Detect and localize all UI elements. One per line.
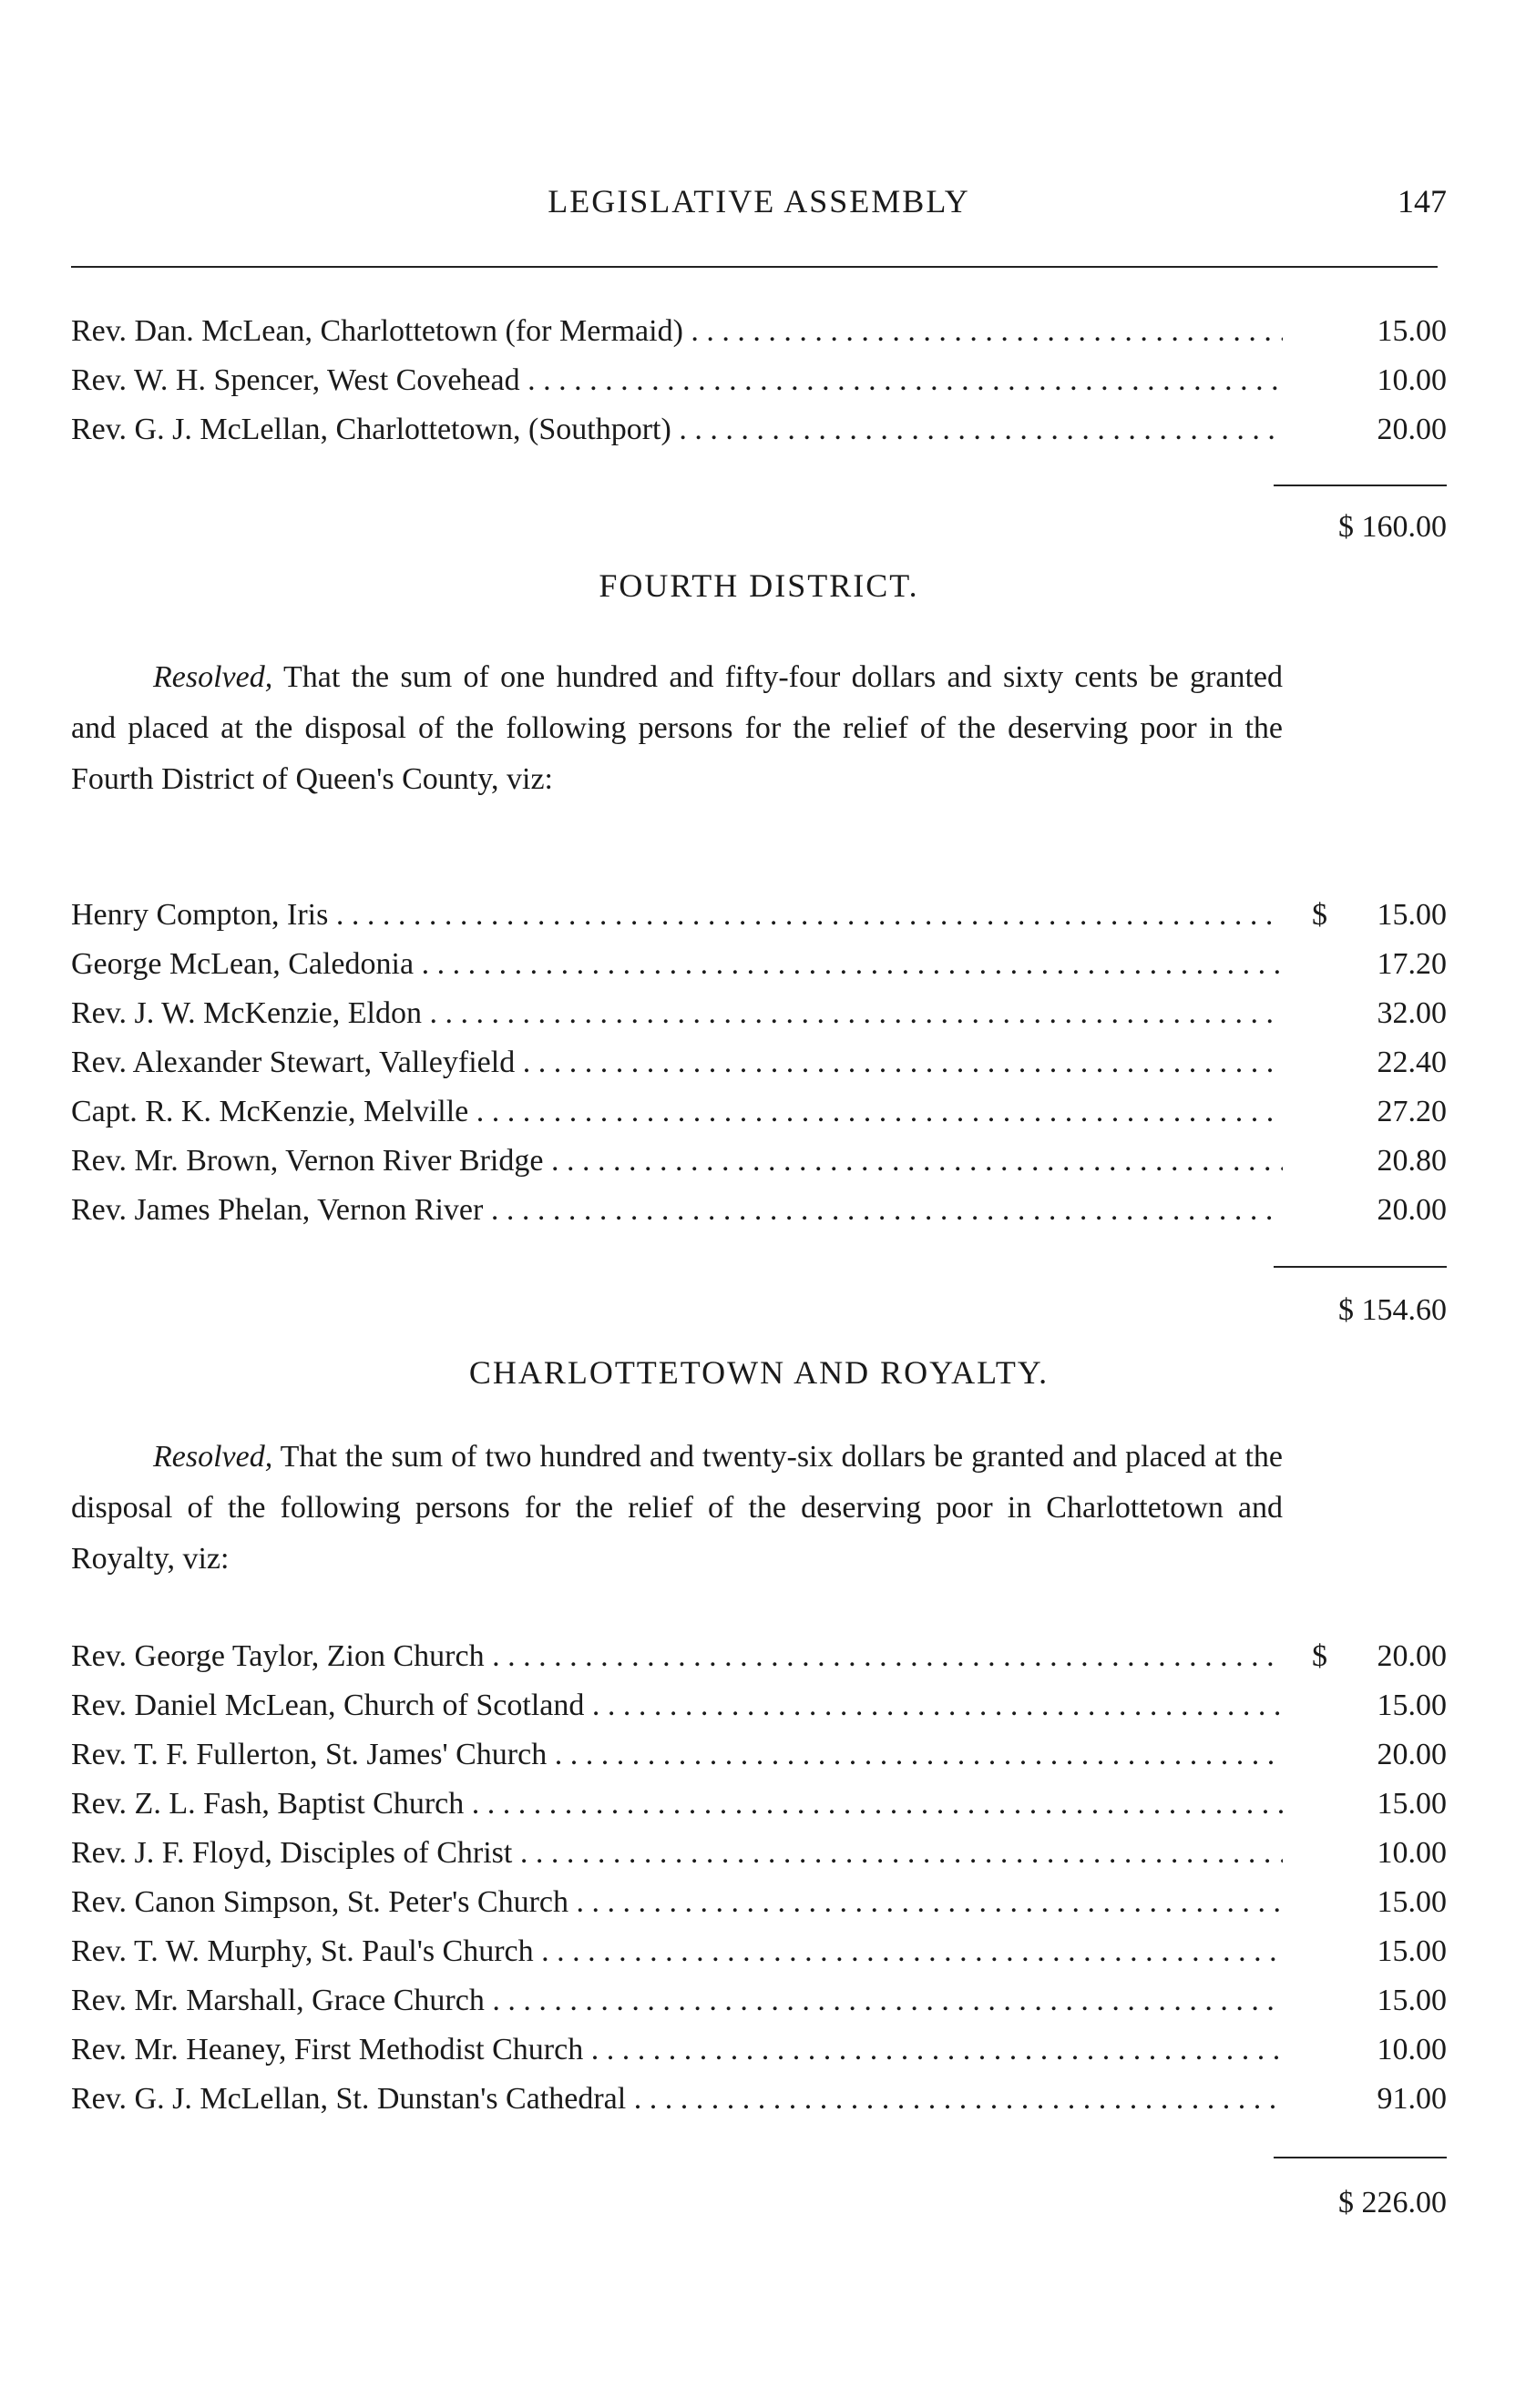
entry-name: Rev. Canon Simpson, St. Peter's Church . . . — [71, 1878, 1283, 1927]
resolution-paragraph — [71, 1432, 1283, 1585]
list-item — [71, 1087, 1447, 1137]
running-head — [71, 182, 1447, 237]
list-item — [71, 1137, 1447, 1186]
entry-amount: 15.00 — [1377, 314, 1447, 348]
list-item — [71, 1780, 1447, 1829]
resolved-word: Resolved, — [153, 660, 273, 694]
entry-amount: 20.00 — [1377, 1193, 1447, 1227]
list-item — [71, 1976, 1447, 2025]
entry-amount: 10.00 — [1377, 363, 1447, 397]
entry-amount: 15.00 — [1377, 898, 1447, 932]
entry-name: Rev. Dan. McLean, Charlottetown (for Mermaid) . . . — [71, 307, 1283, 356]
entry-dollar: $ — [1312, 898, 1327, 932]
entry-name: Rev. Z. L. Fash, Baptist Church . . . — [71, 1780, 1283, 1829]
entry-name: Rev. G. J. McLellan, Charlottetown, (Southport) . . . — [71, 405, 1283, 454]
list-item — [71, 1681, 1447, 1730]
list-item — [71, 1186, 1447, 1235]
entry-amount: 10.00 — [1377, 1836, 1447, 1870]
total-rule — [1274, 1266, 1447, 1268]
entry-amount: 20.00 — [1377, 413, 1447, 446]
entry-name: Rev. T. W. Murphy, St. Paul's Church . . . — [71, 1927, 1283, 1976]
total-rule — [1274, 2157, 1447, 2158]
entry-amount: 17.20 — [1377, 947, 1447, 981]
entry-name: Henry Compton, Iris . . . — [71, 891, 1283, 940]
entry-amount: 15.00 — [1377, 1934, 1447, 1968]
prev-section-entries — [71, 307, 1447, 454]
fourth-district-entries — [71, 891, 1447, 1235]
entry-amount: 15.00 — [1377, 1885, 1447, 1919]
entry-name: Rev. G. J. McLellan, St. Dunstan's Cathedral . . . — [71, 2075, 1283, 2124]
entry-amount: 91.00 — [1377, 2082, 1447, 2116]
entry-amount: 20.80 — [1377, 1144, 1447, 1178]
entry-amount: 22.40 — [1377, 1046, 1447, 1079]
entry-name: Rev. J. F. Floyd, Disciples of Christ . . . — [71, 1829, 1283, 1878]
list-item — [71, 356, 1447, 405]
entry-name: Rev. T. F. Fullerton, St. James' Church . . . — [71, 1730, 1283, 1780]
entry-amount: 15.00 — [1377, 1689, 1447, 1722]
section-total: $ 160.00 — [1338, 510, 1447, 544]
entry-name: Rev. Daniel McLean, Church of Scotland . . . — [71, 1681, 1283, 1730]
page-number: 147 — [1398, 183, 1447, 219]
resolution-text: That the sum of one hundred and fifty-four dollars and sixty cents be granted and placed at the disposal of the following persons for the relief of the deserving poor in the Fourth District of Queen's County, viz: — [71, 660, 1284, 796]
entry-name: Rev. W. H. Spencer, West Covehead . . . — [71, 356, 1283, 405]
list-item — [71, 989, 1447, 1038]
running-title: LEGISLATIVE ASSEMBLY — [548, 183, 970, 219]
list-item — [71, 2025, 1447, 2075]
list-item — [71, 1730, 1447, 1780]
resolution-text: That the sum of two hundred and twenty-six dollars be granted and placed at the disposal of the following persons for the relief of the deserving poor in Charlottetown and Royalty, viz: — [71, 1440, 1283, 1576]
entry-amount: 27.20 — [1377, 1095, 1447, 1128]
total-rule — [1274, 485, 1447, 486]
entry-name: Rev. Mr. Marshall, Grace Church . . . — [71, 1976, 1283, 2025]
charlottetown-entries — [71, 1632, 1447, 2124]
entry-name: George McLean, Caledonia . . . — [71, 940, 1283, 989]
entry-dollar: $ — [1312, 1639, 1327, 1673]
resolved-word: Resolved, — [153, 1440, 273, 1474]
list-item — [71, 2075, 1447, 2124]
entry-amount: 20.00 — [1377, 1738, 1447, 1771]
entry-name: Rev. James Phelan, Vernon River . . . — [71, 1186, 1283, 1235]
section-heading: FOURTH DISTRICT. — [599, 567, 919, 604]
list-item — [71, 1632, 1447, 1681]
entry-name: Rev. Mr. Brown, Vernon River Bridge . . . — [71, 1137, 1283, 1186]
entry-name: Rev. Mr. Heaney, First Methodist Church . . . — [71, 2025, 1283, 2075]
section-total: $ 154.60 — [1338, 1293, 1447, 1327]
resolution-paragraph — [71, 652, 1283, 805]
list-item — [71, 405, 1447, 454]
list-item — [71, 1927, 1447, 1976]
entry-name: Rev. George Taylor, Zion Church . . . — [71, 1632, 1283, 1681]
entry-name: Rev. Alexander Stewart, Valleyfield . . . — [71, 1038, 1283, 1087]
entry-amount: 15.00 — [1377, 1787, 1447, 1821]
list-item — [71, 307, 1447, 356]
entry-name: Capt. R. K. McKenzie, Melville . . . — [71, 1087, 1283, 1137]
entry-amount: 32.00 — [1377, 996, 1447, 1030]
entry-name: Rev. J. W. McKenzie, Eldon . . . — [71, 989, 1283, 1038]
list-item — [71, 891, 1447, 940]
list-item — [71, 1829, 1447, 1878]
entry-amount: 15.00 — [1377, 1984, 1447, 2017]
header-rule — [71, 266, 1438, 268]
list-item — [71, 1878, 1447, 1927]
entry-amount: 20.00 — [1377, 1639, 1447, 1673]
entry-amount: 10.00 — [1377, 2033, 1447, 2066]
list-item — [71, 940, 1447, 989]
section-heading: CHARLOTTETOWN AND ROYALTY. — [468, 1354, 1050, 1391]
list-item — [71, 1038, 1447, 1087]
section-total: $ 226.00 — [1338, 2186, 1447, 2219]
